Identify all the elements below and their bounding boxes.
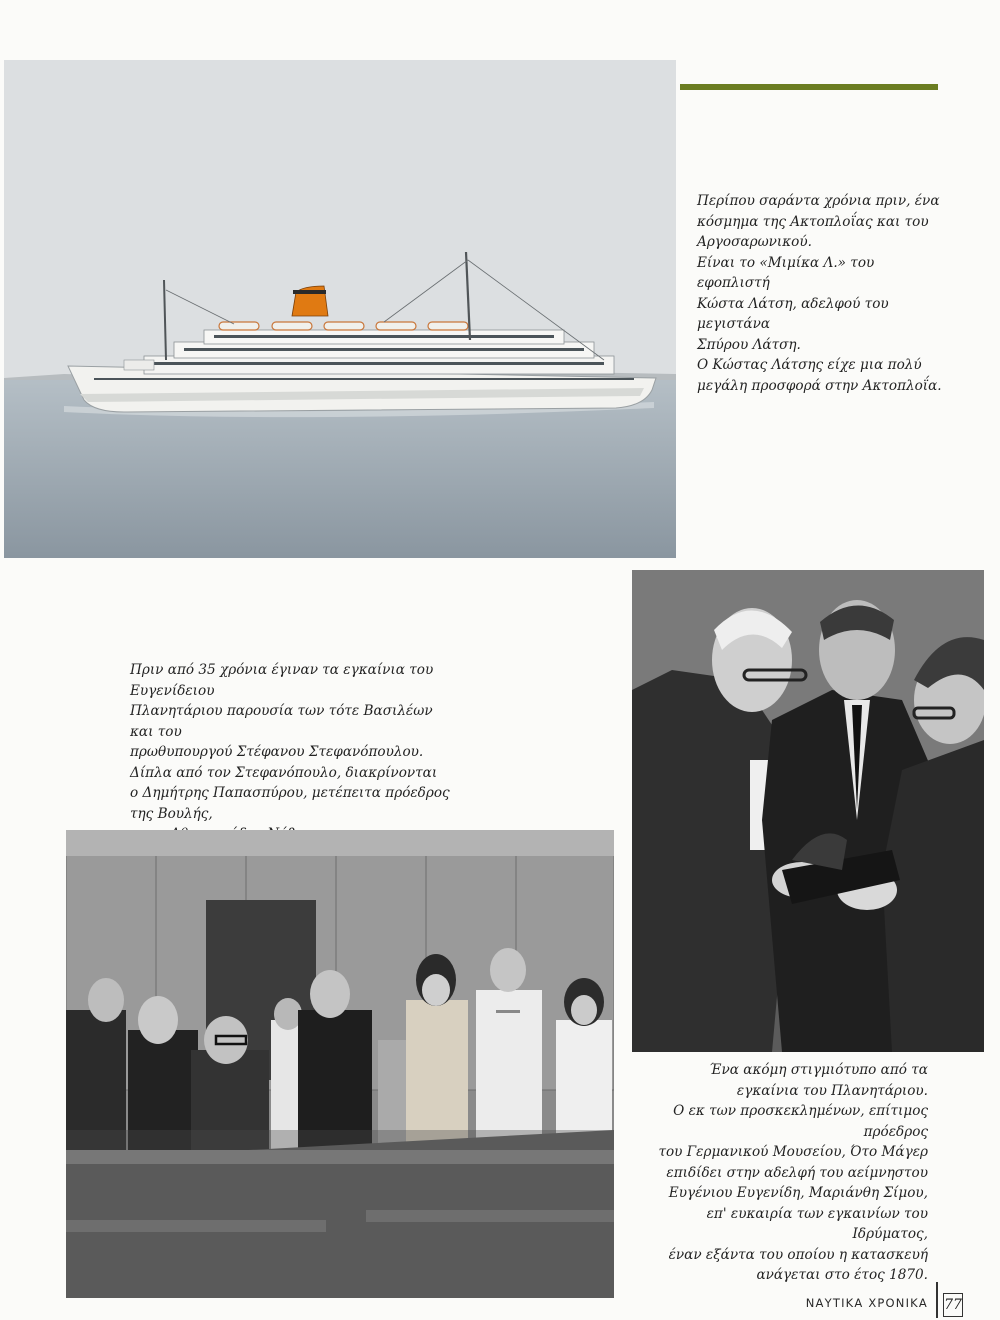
caption-line: Αργοσαρωνικού. — [697, 234, 812, 250]
caption-line: Ένα ακόμη στιγμιότυπο από τα — [709, 1062, 928, 1078]
caption-line: Πριν από 35 χρόνια έγιναν τα εγκαίνια του Ευγενίδειου — [130, 662, 434, 699]
caption-line: εγκαίνια του Πλανητάριου. — [736, 1082, 928, 1099]
caption-line: μεγάλη προσφορά στην Ακτοπλοΐα. — [697, 377, 942, 394]
caption-ship — [697, 191, 947, 396]
caption-line: Πλανητάριου παρουσία των τότε Βασιλέων και του — [130, 703, 433, 740]
caption-line: Κώστα Λάτση, αδελφού του μεγιστάνα — [697, 295, 889, 332]
caption-line: πρωθυπουργού Στέφανου Στεφανόπουλου. — [130, 744, 424, 760]
page-number: 77 — [943, 1293, 963, 1317]
caption-line: Περίπου σαράντα χρόνια πριν, ένα — [697, 193, 940, 209]
footer-divider — [936, 1282, 938, 1318]
caption-line: Δίπλα από τον Στεφανόπουλο, διακρίνονται — [130, 764, 438, 781]
award-photo — [632, 570, 984, 1052]
caption-line: Είναι το «Μιμίκα Λ.» του εφοπλιστή — [697, 254, 875, 291]
caption-line: έναν εξάντα του οποίου η κατασκευή — [668, 1246, 928, 1263]
caption-line: Σπύρου Λάτση. — [697, 336, 801, 353]
caption-line: ανάγεται στο έτος 1870. — [756, 1267, 928, 1283]
caption-line: του Γερμανικού Μουσείου, Ότο Μάγερ — [658, 1144, 928, 1160]
caption-line: επ' ευκαιρία των εγκαινίων του Ιδρύματος, — [706, 1205, 928, 1242]
accent-rule — [680, 84, 938, 90]
caption-line: Ο Κώστας Λάτσης είχε μια πολύ — [697, 357, 922, 373]
caption-line: ο Δημήτρης Παπασπύρου, μετέπειτα πρόεδρος της Βουλής, — [130, 785, 450, 822]
caption-award — [658, 1060, 928, 1286]
ship-photo — [4, 60, 676, 558]
caption-line: Ευγένιου Ευγενίδη, Μαριάνθη Σίμου, — [668, 1185, 928, 1201]
ceremony-photo — [66, 830, 614, 1298]
caption-line: Ο εκ των προσκεκλημένων, επίτιμος πρόεδρος — [673, 1103, 928, 1140]
caption-line: κόσμημα της Ακτοπλοΐας και του — [697, 213, 929, 230]
caption-line: επιδίδει στην αδελφή του αείμνηστου — [666, 1164, 928, 1181]
magazine-title: ΝΑΥΤΙΚΑ ΧΡΟΝΙΚΑ — [805, 1296, 928, 1310]
